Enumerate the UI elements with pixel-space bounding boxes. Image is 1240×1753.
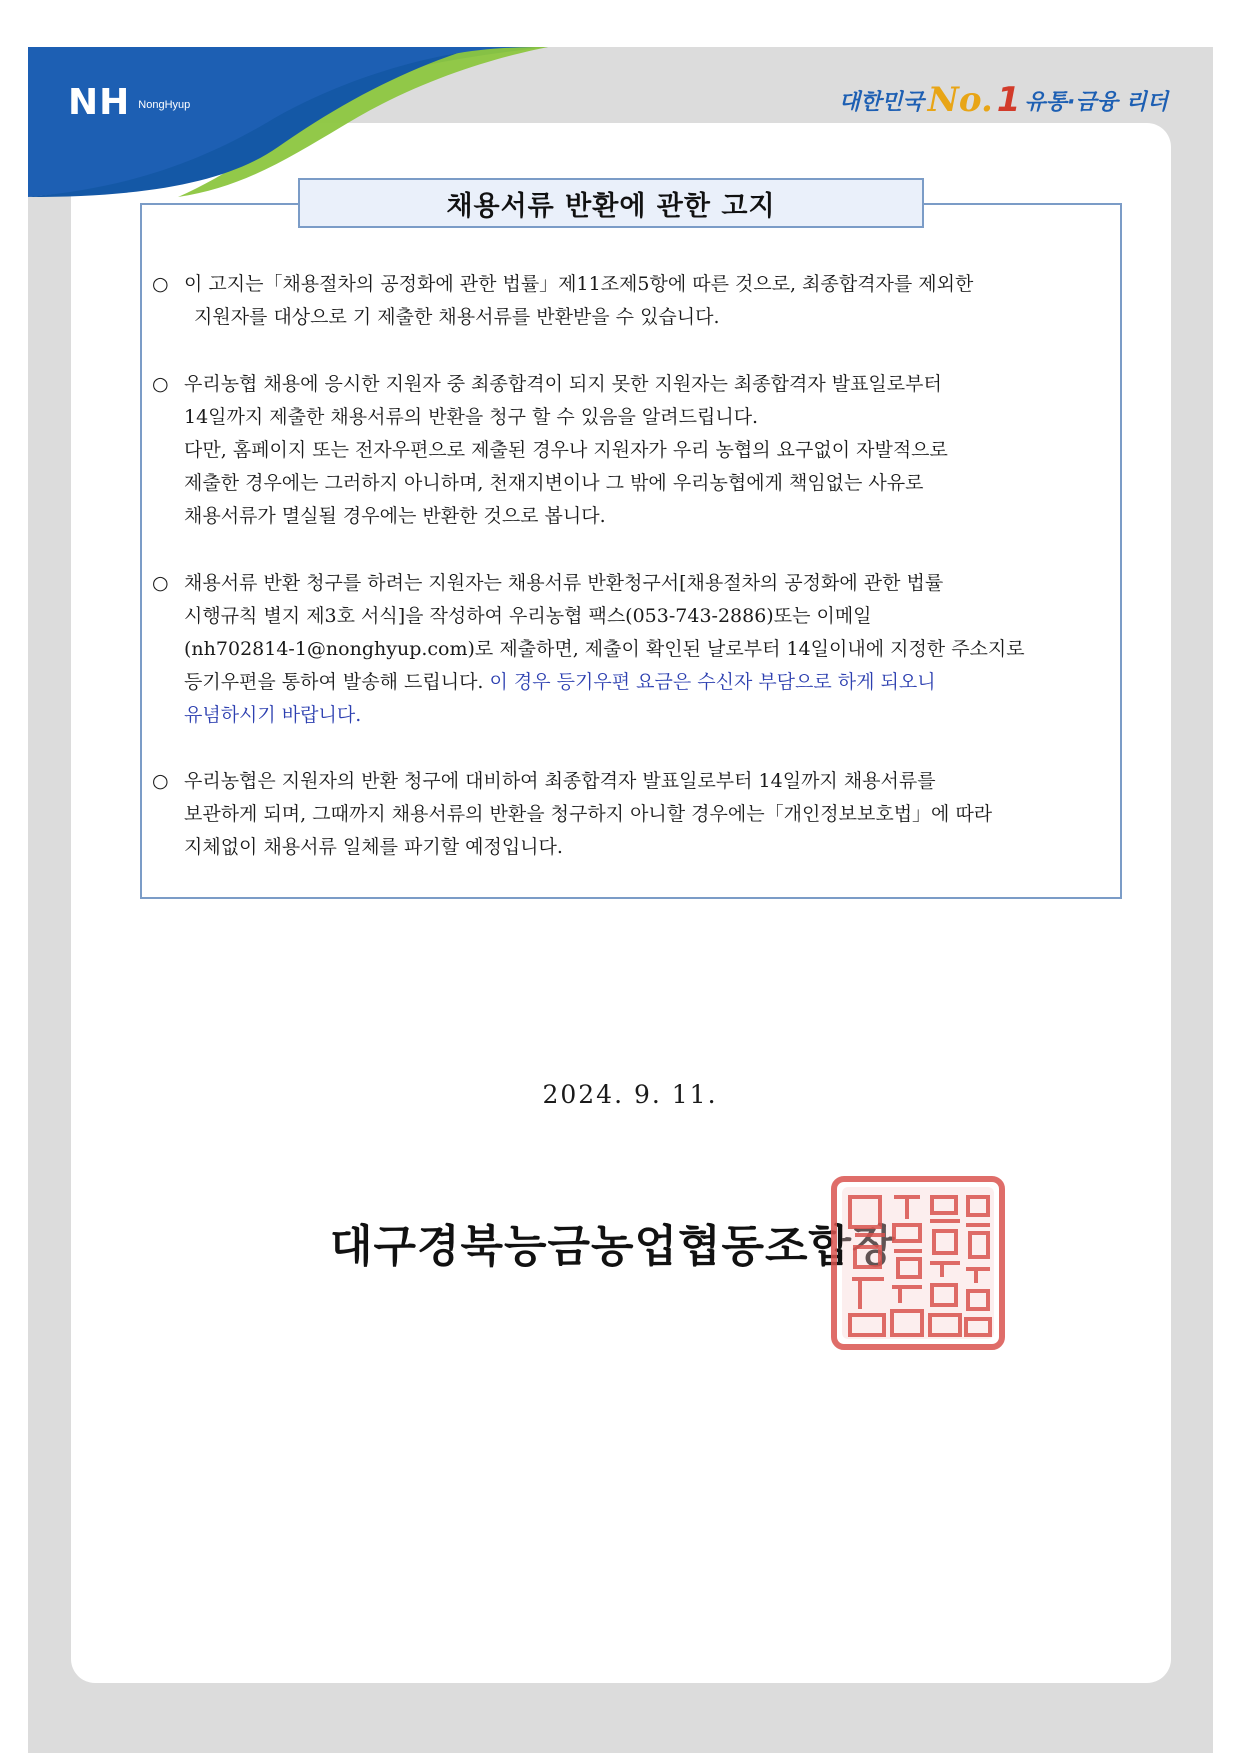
notice-line: 다만, 홈페이지 또는 전자우편으로 제출된 경우나 지원자가 우리 농협의 요구없이 자발적으로	[184, 439, 948, 461]
notice-line: 지체없이 채용서류 일체를 파기할 예정입니다.	[184, 836, 563, 858]
notice-line-plain: 등기우편을 통하여 발송해 드립니다.	[184, 671, 484, 693]
slogan-no: No.	[927, 80, 993, 120]
slogan-one: 1	[996, 80, 1021, 120]
notice-item-2	[152, 368, 1112, 533]
notice-line: (nh702814-1@nonghyup.com)로 제출하면, 제출이 확인된 날로부터 14일이내에 지정한 주소지로	[184, 638, 1025, 660]
notice-item-4	[152, 765, 1112, 864]
header-slogan	[839, 80, 1168, 120]
notice-item-1	[152, 268, 1112, 334]
notice-line: 우리농협 채용에 응시한 지원자 중 최종합격이 되지 못한 지원자는 최종합격자 발표일로부터	[184, 373, 942, 395]
official-seal-stamp	[830, 1175, 1006, 1351]
logo-mark: NH	[68, 82, 131, 123]
notice-line: 채용서류 반환 청구를 하려는 지원자는 채용서류 반환청구서[채용절차의 공정화에 관한 법률	[184, 572, 944, 594]
notice-line: 우리농협은 지원자의 반환 청구에 대비하여 최종합격자 발표일로부터 14일까지 채용서류를	[184, 770, 936, 792]
notice-title: 채용서류 반환에 관한 고지	[298, 178, 924, 228]
notice-item-3	[152, 567, 1112, 732]
bullet-icon: ○	[152, 572, 169, 594]
issue-date: 2024. 9. 11.	[542, 1080, 718, 1109]
notice-line: 이 고지는「채용절차의 공정화에 관한 법률」제11조제5항에 따른 것으로, 최종합격자를 제외한	[184, 273, 974, 295]
slogan-right: 유통·금융 리더	[1024, 89, 1168, 115]
notice-line	[184, 666, 1112, 699]
notice-line-highlight: 유념하시기 바랍니다.	[184, 704, 362, 726]
notice-line-highlight: 이 경우 등기우편 요금은 수신자 부담으로 하게 되오니	[489, 671, 936, 693]
notice-line: 시행규칙 별지 제3호 서식]을 작성하여 우리농협 팩스(053-743-2886)또는 이메일	[184, 605, 872, 627]
notice-line: 채용서류가 멸실될 경우에는 반환한 것으로 봅니다.	[184, 505, 606, 527]
signer-name: 대구경북능금농업협동조합장	[330, 1221, 896, 1272]
slogan-left: 대한민국	[838, 89, 924, 115]
bullet-icon: ○	[152, 273, 169, 295]
notice-line: 지원자를 대상으로 기 제출한 채용서류를 반환받을 수 있습니다.	[194, 306, 720, 328]
bullet-icon: ○	[152, 770, 169, 792]
logo-subtext: NongHyup	[138, 98, 191, 111]
nh-logo	[68, 82, 190, 123]
notice-line: 14일까지 제출한 채용서류의 반환을 청구 할 수 있음을 알려드립니다.	[184, 406, 759, 428]
bullet-icon: ○	[152, 373, 169, 395]
notice-line: 제출한 경우에는 그러하지 아니하며, 천재지변이나 그 밖에 우리농협에게 책임없는 사유로	[184, 472, 924, 494]
notice-line: 보관하게 되며, 그때까지 채용서류의 반환을 청구하지 아니할 경우에는「개인정보보호법」에 따라	[184, 803, 993, 825]
